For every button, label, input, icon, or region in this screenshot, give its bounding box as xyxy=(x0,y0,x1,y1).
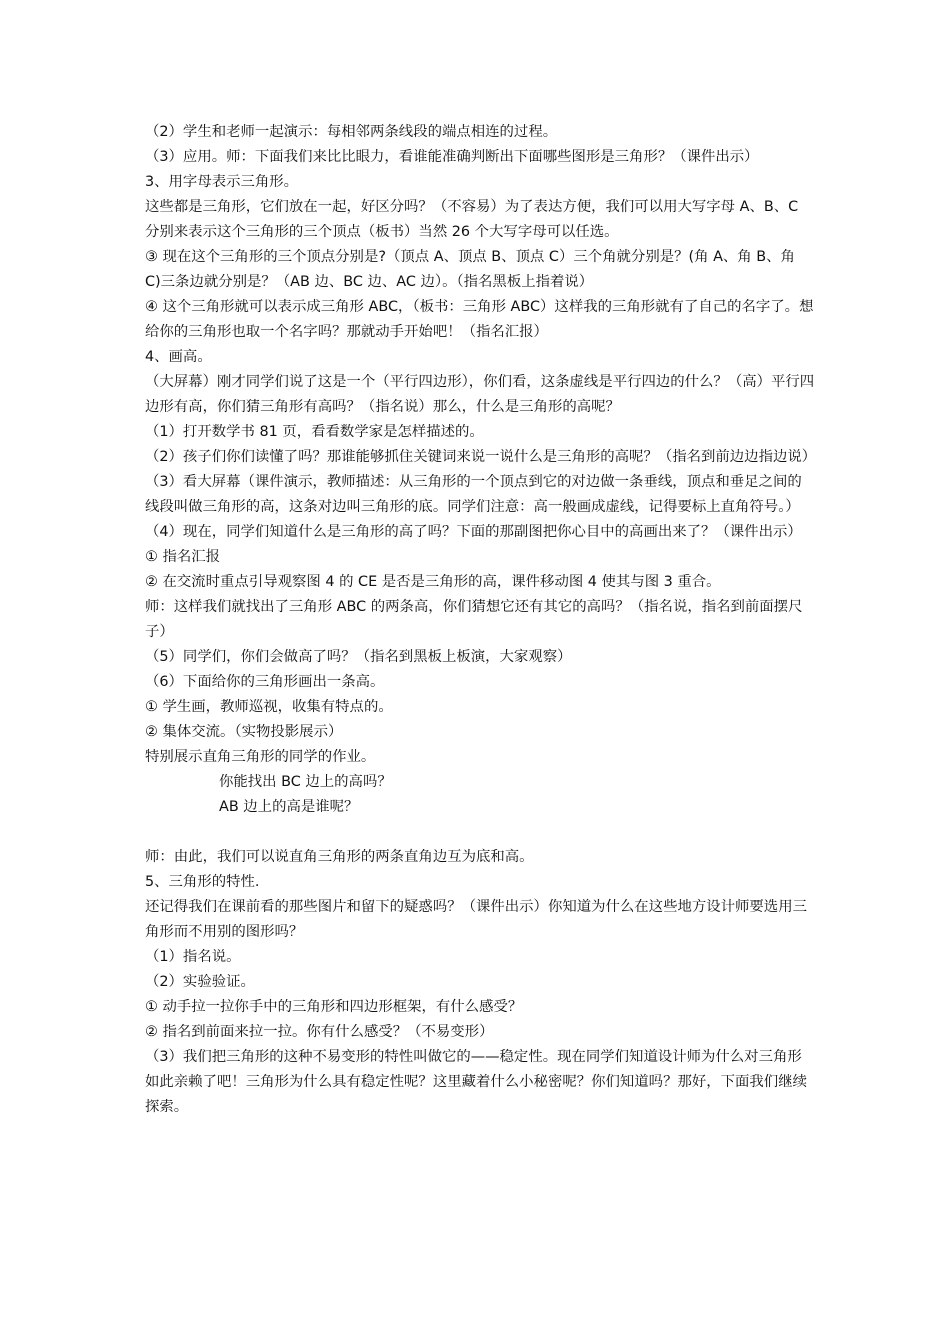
paragraph: AB 边上的高是谁呢？ xyxy=(219,799,359,815)
paragraph: （2）实验验证。 xyxy=(145,974,255,990)
document-page xyxy=(145,120,815,1120)
paragraph: （2）学生和老师一起演示：每相邻两条线段的端点相连的过程。 xyxy=(145,124,558,140)
paragraph xyxy=(145,820,815,845)
paragraph: 4、画高。 xyxy=(145,349,212,365)
paragraph: （1）打开数学书 81 页，看看数学家是怎样描述的。 xyxy=(145,424,484,440)
paragraph: 这些都是三角形，它们放在一起，好区分吗？（不容易）为了表达方便，我们可以用大写字母 A、B、C 分别来表示这个三角形的三个顶点（板书）当然 26 个大写字母可以任选。 xyxy=(145,199,799,240)
paragraph: 3、用字母表示三角形。 xyxy=(145,174,299,190)
paragraph: （4）现在，同学们知道什么是三角形的高了吗？下面的那副图把你心目中的高画出来了？（课件出示） xyxy=(145,524,802,540)
paragraph: ③ 现在这个三角形的三个顶点分别是?（顶点 A、顶点 B、顶点 C）三个角就分别是？(角 A、角 B、角 C)三条边就分别是？（AB 边、BC 边、AC 边）。（指名黑板上指着说） xyxy=(145,249,795,290)
paragraph: ① 动手拉一拉你手中的三角形和四边形框架，有什么感受？ xyxy=(145,999,523,1015)
paragraph: 你能找出 BC 边上的高吗？ xyxy=(219,774,392,790)
paragraph: ④ 这个三角形就可以表示成三角形 ABC，（板书：三角形 ABC）这样我的三角形就有了自己的名字了。想给你的三角形也取一个名字吗？那就动手开始吧！（指名汇报） xyxy=(145,299,814,340)
paragraph: （1）指名说。 xyxy=(145,949,241,965)
paragraph: （3）看大屏幕（课件演示，教师描述：从三角形的一个顶点到它的对边做一条垂线，顶点和垂足之间的线段叫做三角形的高，这条对边叫三角形的底。同学们注意：高一般画成虚线，记得要标上直角符号。） xyxy=(145,474,802,515)
paragraph: （3）应用。师：下面我们来比比眼力，看谁能准确判断出下面哪些图形是三角形？（课件出示） xyxy=(145,149,759,165)
paragraph: ② 在交流时重点引导观察图 4 的 CE 是否是三角形的高，课件移动图 4 使其与图 3 重合。 xyxy=(145,574,721,590)
paragraph: 师：由此，我们可以说直角三角形的两条直角边互为底和高。 xyxy=(145,849,534,865)
paragraph: （5）同学们，你们会做高了吗？（指名到黑板上板演，大家观察） xyxy=(145,649,572,665)
paragraph: （大屏幕）刚才同学们说了这是一个（平行四边形），你们看，这条虚线是平行四边的什么？（高）平行四边形有高，你们猜三角形有高吗？（指名说）那么，什么是三角形的高呢？ xyxy=(145,374,815,415)
paragraph: （3）我们把三角形的这种不易变形的特性叫做它的——稳定性。现在同学们知道设计师为什么对三角形如此亲赖了吧！三角形为什么具有稳定性呢？这里藏着什么小秘密呢？你们知道吗？那好，下面我们继续探索。 xyxy=(145,1049,807,1115)
paragraph: 师：这样我们就找出了三角形 ABC 的两条高，你们猜想它还有其它的高吗？（指名说，指名到前面摆尺子） xyxy=(145,599,803,640)
paragraph: ② 指名到前面来拉一拉。你有什么感受？（不易变形） xyxy=(145,1024,494,1040)
paragraph: 特别展示直角三角形的同学的作业。 xyxy=(145,749,376,765)
paragraph: 还记得我们在课前看的那些图片和留下的疑惑吗？（课件出示）你知道为什么在这些地方设计师要选用三角形而不用别的图形吗？ xyxy=(145,899,807,940)
paragraph: ② 集体交流。（实物投影展示） xyxy=(145,724,343,740)
paragraph: ① 指名汇报 xyxy=(145,549,221,565)
paragraph: ① 学生画，教师巡视，收集有特点的。 xyxy=(145,699,393,715)
paragraph: 5、三角形的特性. xyxy=(145,874,260,890)
paragraph: （2）孩子们你们读懂了吗？那谁能够抓住关键词来说一说什么是三角形的高呢？（指名到前边边指边说） xyxy=(145,449,817,465)
paragraph: （6）下面给你的三角形画出一条高。 xyxy=(145,674,385,690)
